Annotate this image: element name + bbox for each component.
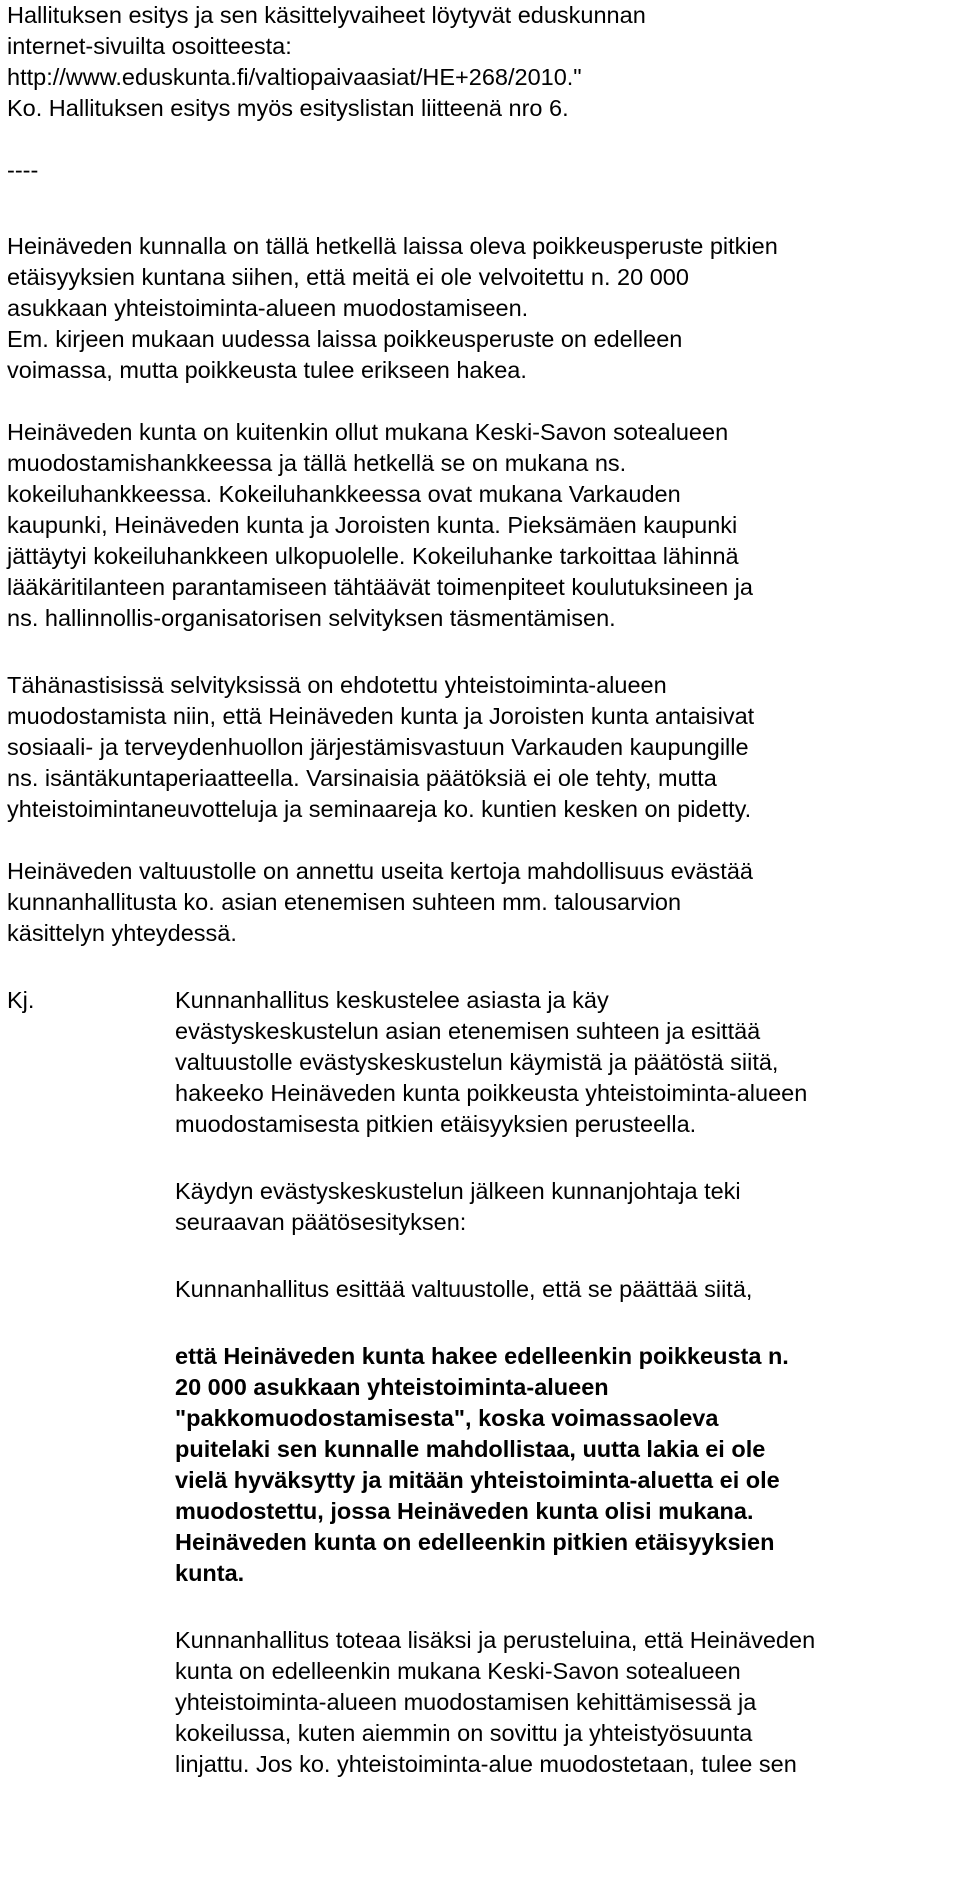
paragraph-line: etäisyyksien kuntana siihen, että meitä ei ole velvoitettu n. 20 000 — [7, 264, 689, 290]
proposal-line: muodostettu, jossa Heinäveden kunta olisi mukana. — [175, 1498, 754, 1524]
decision-proposal-bold — [175, 1341, 957, 1589]
paragraph-line: muodostamista niin, että Heinäveden kunta ja Joroisten kunta antaisivat — [7, 703, 755, 729]
paragraph-line: käsittelyn yhteydessä. — [7, 920, 237, 946]
paragraph-line: valtuustolle evästyskeskustelun käymistä ja päätöstä siitä, — [175, 1049, 779, 1075]
header-line: Hallituksen esitys ja sen käsittelyvaiheet löytyvät eduskunnan — [7, 2, 646, 28]
paragraph-line: kunnanhallitusta ko. asian etenemisen suhteen mm. talousarvion — [7, 889, 682, 915]
proposal-line: kunta. — [175, 1560, 245, 1586]
paragraph-line: jättäytyi kokeiluhankkeen ulkopuolelle. Kokeiluhanke tarkoittaa lähinnä — [7, 543, 739, 569]
decision-label: Kj. — [7, 987, 35, 1013]
proposal-line: vielä hyväksytty ja mitään yhteistoiminta-aluetta ei ole — [175, 1467, 780, 1493]
header-line: Ko. Hallituksen esitys myös esityslistan liitteenä nro 6. — [7, 95, 569, 121]
paragraph-line: Käydyn evästyskeskustelun jälkeen kunnanjohtaja teki — [175, 1178, 741, 1204]
spacer — [7, 1589, 957, 1625]
paragraph-line: seuraavan päätösesityksen: — [175, 1209, 467, 1235]
proposal-line: 20 000 asukkaan yhteistoiminta-alueen — [175, 1374, 609, 1400]
paragraph-line: linjattu. Jos ko. yhteistoiminta-alue muodostetaan, tulee sen — [175, 1751, 797, 1777]
proposal-line: Heinäveden kunta on edelleenkin pitkien etäisyyksien — [175, 1529, 775, 1555]
spacer — [7, 1238, 957, 1274]
paragraph-line: Heinäveden kunnalla on tällä hetkellä laissa oleva poikkeusperuste pitkien — [7, 233, 778, 259]
header-block — [7, 0, 957, 124]
paragraph-line: kaupunki, Heinäveden kunta ja Joroisten kunta. Pieksämäen kaupunki — [7, 512, 738, 538]
paragraph-line: ns. hallinnollis-organisatorisen selvityksen täsmentämisen. — [7, 605, 616, 631]
paragraph-line: Heinäveden kunta on kuitenkin ollut mukana Keski-Savon sotealueen — [7, 419, 729, 445]
paragraph-line: sosiaali- ja terveydenhuollon järjestämisvastuun Varkauden kaupungille — [7, 734, 749, 760]
paragraph-3 — [7, 670, 957, 825]
proposal-line: että Heinäveden kunta hakee edelleenkin poikkeusta n. — [175, 1343, 789, 1369]
paragraph-line: asukkaan yhteistoiminta-alueen muodostamiseen. — [7, 295, 529, 321]
decision-paragraph-3 — [175, 1274, 957, 1305]
paragraph-2 — [7, 417, 957, 634]
decision-paragraph-5 — [175, 1625, 957, 1780]
spacer — [7, 217, 957, 231]
paragraph-line: hakeeko Heinäveden kunta poikkeusta yhteistoiminta-alueen — [175, 1080, 808, 1106]
paragraph-line: muodostamishankkeessa ja tällä hetkellä se on mukana ns. — [7, 450, 627, 476]
paragraph-1 — [7, 231, 957, 386]
paragraph-line: yhteistoimintaneuvotteluja ja seminaareja ko. kuntien kesken on pidetty. — [7, 796, 752, 822]
paragraph-line: kunta on edelleenkin mukana Keski-Savon sotealueen — [175, 1658, 741, 1684]
paragraph-line: Tähänastisissä selvityksissä on ehdotettu yhteistoiminta-alueen — [7, 672, 667, 698]
paragraph-line: Em. kirjeen mukaan uudessa laissa poikkeusperuste on edelleen — [7, 326, 683, 352]
decision-paragraph-1 — [175, 985, 957, 1140]
paragraph-line: voimassa, mutta poikkeusta tulee erikseen hakea. — [7, 357, 527, 383]
decision-section — [7, 985, 957, 1780]
paragraph-line: ns. isäntäkuntaperiaatteella. Varsinaisia päätöksiä ei ole tehty, mutta — [7, 765, 717, 791]
spacer — [7, 386, 957, 417]
paragraph-line: Kunnanhallitus keskustelee asiasta ja käy — [175, 987, 609, 1013]
paragraph-line: evästyskeskustelun asian etenemisen suhteen ja esittää — [175, 1018, 761, 1044]
spacer — [7, 1305, 957, 1341]
proposal-line: "pakkomuodostamisesta", koska voimassaoleva — [175, 1405, 719, 1431]
paragraph-4 — [7, 856, 957, 949]
spacer — [7, 124, 957, 155]
proposal-line: puitelaki sen kunnalle mahdollistaa, uutta lakia ei ole — [175, 1436, 766, 1462]
paragraph-line: kokeilussa, kuten aiemmin on sovittu ja yhteistyösuunta — [175, 1720, 753, 1746]
spacer — [7, 825, 957, 856]
decision-paragraph-2 — [175, 1176, 957, 1238]
paragraph-line: muodostamisesta pitkien etäisyyksien perusteella. — [175, 1111, 697, 1137]
paragraph-line: Heinäveden valtuustolle on annettu useita kertoja mahdollisuus evästää — [7, 858, 753, 884]
document-page — [7, 0, 957, 1780]
paragraph-line: yhteistoiminta-alueen muodostamisen kehittämisessä ja — [175, 1689, 757, 1715]
paragraph-line: Kunnanhallitus toteaa lisäksi ja perusteluina, että Heinäveden — [175, 1627, 816, 1653]
spacer — [7, 949, 957, 985]
paragraph-line: Kunnanhallitus esittää valtuustolle, että se päättää siitä, — [175, 1276, 753, 1302]
spacer — [7, 634, 957, 670]
paragraph-line: kokeiluhankkeessa. Kokeiluhankkeessa ovat mukana Varkauden — [7, 481, 681, 507]
header-url-line: http://www.eduskunta.fi/valtiopaivaasiat/HE+268/2010." — [7, 64, 582, 90]
spacer — [7, 186, 957, 217]
paragraph-line: lääkäritilanteen parantamiseen tähtäävät toimenpiteet koulutuksineen ja — [7, 574, 753, 600]
spacer — [7, 1140, 957, 1176]
header-line: internet-sivuilta osoitteesta: — [7, 33, 292, 59]
separator: ---- — [7, 157, 39, 183]
